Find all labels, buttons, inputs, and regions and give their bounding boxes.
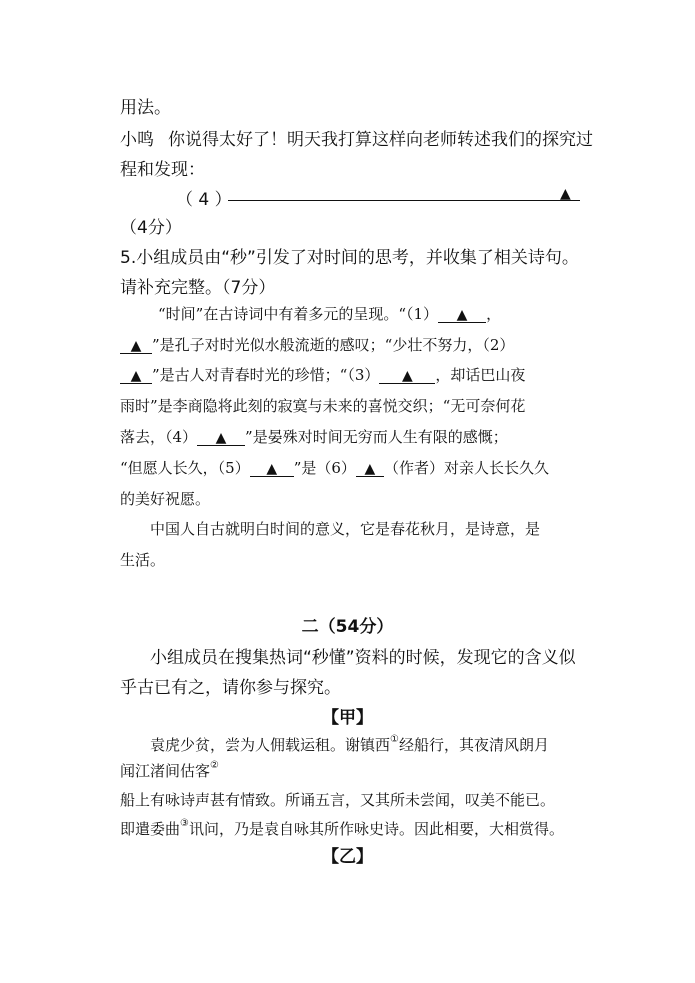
jia-line-2	[120, 760, 219, 781]
q4-line-1: 用法。	[120, 98, 171, 118]
para-text: ，却话巴山夜	[435, 366, 526, 384]
blank-marker-icon: ▲	[402, 368, 413, 384]
section-intro-2: 乎古已有之，请你参与探究。	[120, 678, 341, 698]
q5-para-line-8: 中国人自古就明白时间的意义，它是春花秋月，是诗意，是	[150, 520, 541, 538]
speaker-name: 小鸣	[120, 130, 154, 150]
q4-line-3: 程和发现：	[120, 160, 205, 180]
passage-jia-title: 【甲】	[322, 708, 373, 728]
para-text: ”是（6）	[293, 459, 356, 477]
jia-line-1	[150, 734, 549, 755]
jia-line-4	[120, 818, 564, 839]
section-heading: 二（54分）	[301, 617, 394, 637]
blank-marker-icon: ▲	[456, 307, 468, 323]
para-text: ，	[486, 305, 502, 323]
blank-1-cont[interactable]	[120, 338, 152, 354]
blank-1[interactable]	[438, 307, 486, 323]
q5-para-line-2	[120, 334, 514, 355]
para-text: 经船行，其夜清风朗月	[398, 736, 549, 754]
para-text: 闻江渚间估客	[120, 762, 211, 780]
blank-2[interactable]	[120, 368, 152, 384]
blank-4[interactable]	[197, 430, 245, 446]
blank-marker-icon: ▲	[560, 186, 571, 202]
blank-3[interactable]	[379, 368, 435, 384]
q5-para-line-7: 的美好祝愿。	[120, 490, 211, 508]
q4-score: （4分）	[120, 218, 182, 238]
blank-6[interactable]	[356, 461, 384, 477]
q4-line-2	[120, 125, 593, 150]
para-text: 即遣委曲	[120, 820, 181, 838]
q5-para-line-5	[120, 426, 508, 447]
q5-para-line-6	[120, 457, 549, 478]
q4-answer-line	[176, 185, 232, 210]
para-text: 落去，（4）	[120, 428, 198, 446]
blank-marker-icon: ▲	[364, 461, 376, 477]
blank-marker-icon: ▲	[266, 461, 278, 477]
q5-para-line-1	[158, 303, 501, 324]
passage-yi-title: 【乙】	[322, 847, 373, 867]
footnote-marker[interactable]: ①	[390, 734, 399, 745]
q5-para-line-4: 雨时”是李商隐将此刻的寂寞与未来的喜悦交织；“无可奈何花	[120, 397, 526, 415]
q5-para-line-3	[120, 364, 525, 385]
para-text: ”是孔子对时光似水般流逝的感叹；“少壮不努力，（2）	[152, 336, 515, 354]
blank-marker-icon: ▲	[130, 338, 142, 354]
para-text: 讯问，乃是袁自咏其所作咏史诗。因此相要，大相赏得。	[188, 820, 564, 838]
footnote-marker[interactable]: ③	[180, 818, 189, 829]
footnote-marker[interactable]: ②	[210, 760, 219, 771]
jia-line-3: 船上有咏诗声甚有情致。所诵五言，又其所未尝闻，叹美不能已。	[120, 791, 556, 809]
para-text: （作者）对亲人长长久久	[383, 459, 549, 477]
answer-number: （ 4 ）	[176, 190, 232, 210]
para-text: ”是古人对青春时光的珍惜；“（3）	[152, 366, 380, 384]
q5-line-1: 5.小组成员由“秒”引发了对时间的思考，并收集了相关诗句。	[120, 248, 579, 268]
speaker-text: 你说得太好了！明天我打算这样向老师转述我们的探究过	[168, 130, 593, 150]
blank-marker-icon: ▲	[215, 430, 227, 446]
para-text: “时间”在古诗词中有着多元的呈现。“（1）	[158, 305, 439, 323]
q5-para-line-9: 生活。	[120, 551, 166, 569]
q4-answer-blank[interactable]	[228, 200, 580, 201]
para-text: ”是晏殊对时间无穷而人生有限的感慨；	[245, 428, 508, 446]
para-text: 袁虎少贫，尝为人佣载运租。谢镇西	[150, 736, 391, 754]
q5-line-2: 请补充完整。（7分）	[120, 278, 276, 298]
blank-marker-icon: ▲	[130, 368, 142, 384]
section-intro-1: 小组成员在搜集热词“秒懂”资料的时候，发现它的含义似	[150, 648, 576, 668]
para-text: “但愿人长久，（5）	[120, 459, 250, 477]
blank-5[interactable]	[250, 461, 294, 477]
